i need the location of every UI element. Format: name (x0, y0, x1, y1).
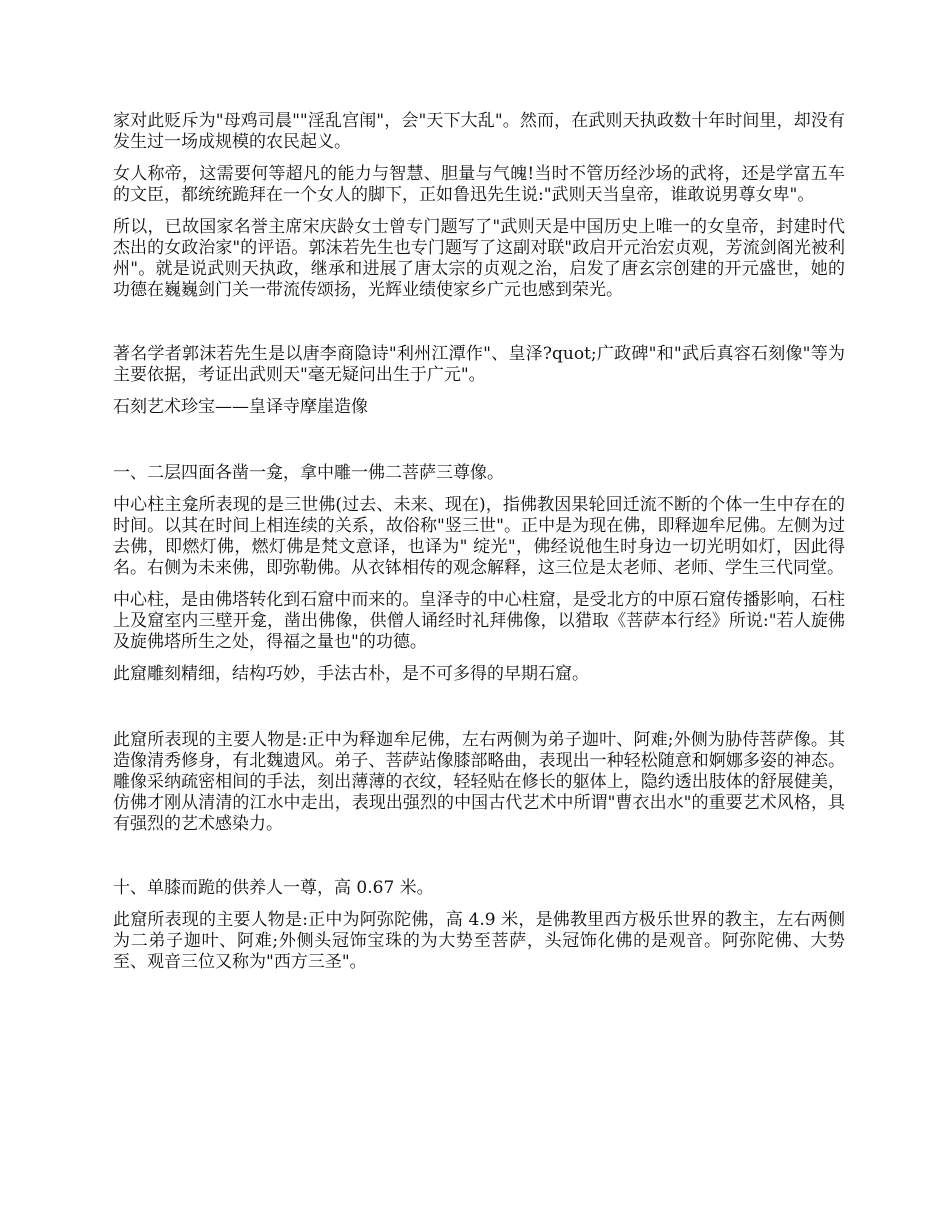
paragraph: 此窟所表现的主要人物是:正中为释迦牟尼佛，左右两侧为弟子迦叶、阿难;外侧为胁侍菩萨像。其造像清秀修身，有北魏遗风。弟子、菩萨站像膝部略曲，表现出一种轻松随意和婀娜多姿的神态。雕像采纳疏密相间的手法，刻出薄薄的衣纹，轻轻贴在修长的躯体上，隐约透出肢体的舒展健美，仿佛才刚从清清的江水中走出，表现出强烈的中国古代艺术中所谓"曹衣出水"的重要艺术风格，具有强烈的艺术感染力。 (113, 730, 845, 834)
paragraph: 家对此贬斥为"母鸡司晨""淫乱宫闱"，会"天下大乱"。然而，在武则天执政数十年时间里，却没有发生过一场成规模的农民起义。 (113, 111, 845, 152)
document-body (113, 111, 845, 984)
paragraph: 十、单膝而跪的供养人一尊，高 0.67 米。 (113, 878, 434, 898)
spacer (113, 696, 845, 730)
section-heading: 石刻艺术珍宝——皇译寺摩崖造像 (113, 397, 368, 417)
paragraph: 一、二层四面各凿一龛，拿中雕一佛二菩萨三尊像。 (113, 463, 504, 483)
paragraph: 中心柱，是由佛塔转化到石窟中而来的。皇泽寺的中心柱窟，是受北方的中原石窟传播影响，石柱上及窟室内三壁开龛，凿出佛像，供僧人诵经时礼拜佛像，以猎取《菩萨本行经》所说:"若人旋佛及旋佛塔所生之处，得福之量也"的功德。 (113, 590, 845, 652)
paragraph: 此窟所表现的主要人物是:正中为阿弥陀佛，高 4.9 米，是佛教里西方极乐世界的教主，左右两侧为二弟子迦叶、阿难;外侧头冠饰宝珠的为大势至菩萨，头冠饰化佛的是观音。阿弥陀佛、大势至、观音三位又称为"西方三圣"。 (113, 910, 845, 972)
paragraph: 所以，已故国家名誉主席宋庆龄女士曾专门题写了"武则天是中国历史上唯一的女皇帝，封建时代杰出的女政治家"的评语。郭沫若先生也专门题写了这副对联"政启开元治宏贞观，芳流剑阁光被利州"。就是说武则天执政，继承和进展了唐太宗的贞观之治，启发了唐玄宗创建的开元盛世，她的功德在巍巍剑门关一带流传颂扬，光辉业绩使家乡广元也感到荣光。 (113, 217, 845, 300)
paragraph: 此窟雕刻精细，结构巧妙，手法古朴，是不可多得的早期石窟。 (113, 664, 589, 684)
spacer (113, 312, 845, 344)
paragraph: 著名学者郭沫若先生是以唐李商隐诗"利州江潭作"、皇泽?quot;广政碑"和"武后真容石刻像"等为主要依据，考证出武则天"毫无疑问出生于广元"。 (113, 344, 845, 385)
paragraph: 女人称帝，这需要何等超凡的能力与智慧、胆量与气魄!当时不管历经沙场的武将，还是学富五车的文臣，都统统跪拜在一个女人的脚下，正如鲁迅先生说:"武则天当皇帝，谁敢说男尊女卑"。 (113, 164, 845, 205)
spacer (113, 846, 845, 878)
spacer (113, 429, 845, 463)
paragraph: 中心柱主龛所表现的是三世佛(过去、未来、现在)，指佛教因果轮回迁流不断的个体一生中存在的时间。以其在时间上相连续的关系，故俗称"竖三世"。正中是为现在佛，即释迦牟尼佛。左侧为过去佛，即燃灯佛，燃灯佛是梵文意译，也译为" 绽光"，佛经说他生时身边一切光明如灯，因此得名。右侧为未来佛，即弥勒佛。从衣钵相传的观念解释，这三位是太老师、老师、学生三代同堂。 (113, 495, 845, 578)
